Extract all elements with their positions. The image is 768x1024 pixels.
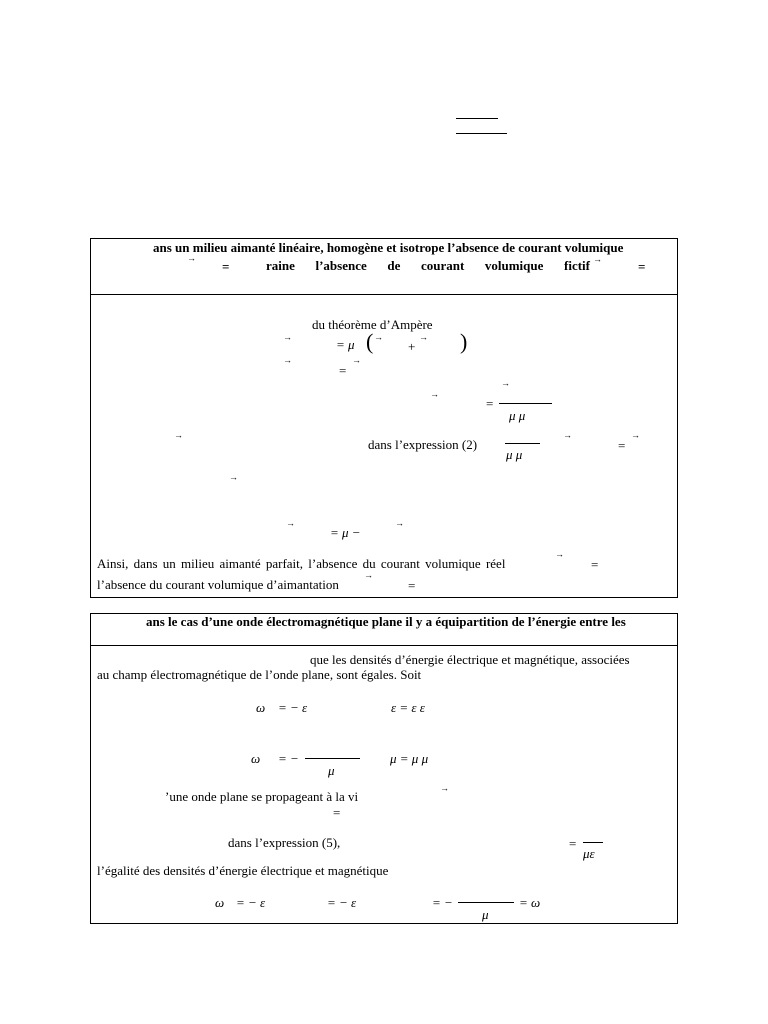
dans-expression-2: dans l’expression (2) (368, 437, 478, 452)
omega: ω (256, 700, 266, 715)
equals-minus-epsilon: = − ε (278, 700, 308, 715)
equals-mu-minus: = μ − (330, 525, 361, 540)
fraction-bar (505, 443, 540, 444)
equals-sign: = (591, 557, 599, 572)
equals-mu: = μ (336, 337, 355, 352)
mu: μ (328, 763, 335, 778)
word: fictif (564, 258, 590, 273)
fraction-bar (458, 902, 514, 903)
equals-minus-epsilon: = − ε (236, 895, 266, 910)
q2-line-2: au champ électromagnétique de l’onde plane, sont égales. Soit (97, 667, 422, 682)
onde-plane-text: ’une onde plane se propageant à la vi (165, 789, 359, 804)
vector-arrow: → (364, 570, 373, 580)
equals-sign: = (408, 578, 416, 593)
dans-expression-5: dans l’expression (5), (228, 835, 341, 850)
vector-arrow: → (187, 253, 196, 263)
vector-arrow: → (283, 355, 292, 365)
vector-arrow: → (395, 518, 404, 528)
equals-sign: = (569, 836, 577, 851)
equals-minus: = − (432, 895, 453, 910)
vector-arrow: → (555, 549, 564, 559)
ampere-theorem-text: du théorème d’Ampère (312, 317, 433, 332)
q2-line-1: que les densités d’énergie électrique et magnétique, associées (310, 652, 630, 667)
question-1-header-line-1: ans un milieu aimanté linéaire, homogène et isotrope l’absence de courant volumique (153, 240, 624, 255)
question-1-box (90, 238, 678, 598)
question-2-header: ans le cas d’une onde électromagnétique plane il y a équipartition de l’énergie entre les (146, 614, 626, 629)
word: l’absence (315, 258, 367, 273)
mu: μ (482, 907, 489, 922)
equals-sign: = (618, 438, 626, 453)
word: raine (266, 258, 295, 273)
question-1-header-line-2 (266, 259, 590, 272)
mu-mu: μ μ (506, 447, 523, 462)
omega: ω (215, 895, 225, 910)
equals-sign: = (486, 396, 494, 411)
top-rule-2 (456, 133, 507, 134)
top-rule-1 (456, 118, 498, 119)
equals-omega: = ω (519, 895, 541, 910)
mu-mu: μ μ (509, 408, 526, 423)
vector-arrow: → (563, 430, 572, 440)
equals-sign: = (222, 259, 230, 274)
equals-sign: = (339, 363, 347, 378)
vector-arrow: → (631, 430, 640, 440)
equals-minus-epsilon: = − ε (327, 895, 357, 910)
word: volumique (484, 258, 544, 273)
egalite-text: l’égalité des densités d’énergie électrique et magnétique (97, 863, 389, 878)
equals-minus: = − (278, 751, 299, 766)
fraction-bar (499, 403, 552, 404)
vector-arrow: → (593, 254, 602, 264)
equals-sign: = (333, 805, 341, 820)
vector-arrow: → (430, 389, 439, 399)
vector-arrow: → (440, 783, 449, 793)
question-1-separator (91, 294, 677, 295)
equals-sign: = (638, 259, 646, 274)
vector-arrow: → (352, 355, 361, 365)
fraction-bar (305, 758, 360, 759)
word: courant (420, 258, 465, 273)
vector-arrow: → (286, 518, 295, 528)
ainsi-text: Ainsi, dans un milieu aimanté parfait, l’absence du courant volumique réel (97, 556, 506, 571)
open-paren: ( (366, 329, 374, 354)
mu-definition: μ = μ μ (390, 751, 429, 766)
plus-sign: + (408, 339, 416, 354)
mu-epsilon: με (583, 846, 595, 861)
vector-arrow: → (229, 472, 238, 482)
omega: ω (251, 751, 261, 766)
close-paren: ) (460, 329, 468, 354)
vector-arrow: → (374, 332, 383, 342)
epsilon-definition: ε = ε ε (391, 700, 425, 715)
fraction-bar (583, 842, 603, 843)
vector-arrow: → (174, 430, 183, 440)
vector-arrow: → (283, 332, 292, 342)
vector-arrow: → (419, 332, 428, 342)
word: de (387, 258, 401, 273)
absence-aimantation-text: l’absence du courant volumique d’aimantation (97, 577, 339, 592)
question-2-separator (91, 645, 677, 646)
vector-arrow: → (501, 378, 510, 388)
